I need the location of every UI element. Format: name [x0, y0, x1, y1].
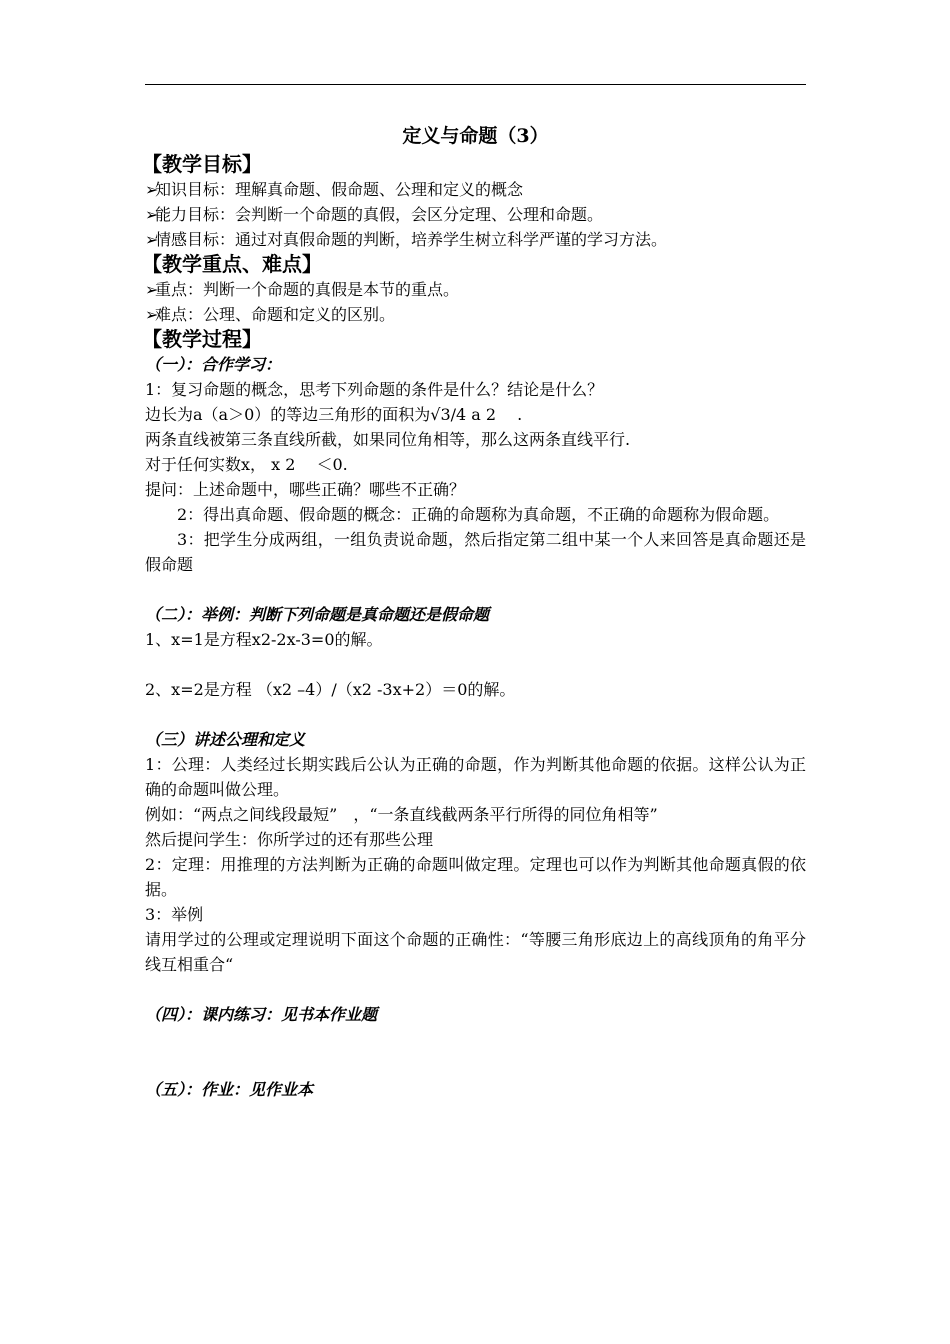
section-1-line: 提问：上述命题中，哪些正确？哪些不正确？	[145, 480, 466, 499]
section-4-title: （四）：课内练习：见书本作业题	[145, 1005, 378, 1024]
section-3-paragraph: 请用学过的公理或定理说明下面这个命题的正确性：“等腰三角形底边上的高线顶角的角平分线互相重合“	[145, 930, 806, 974]
focus-item-difficulty: ➢难点：公理、命题和定义的区别。	[145, 302, 806, 327]
bullet-arrow-icon: ➢	[145, 180, 159, 199]
section-5-title: （五）：作业：见作业本	[145, 1080, 314, 1099]
focus-heading: 【教学重点、难点】	[142, 252, 322, 276]
goal-item-emotion: ➢情感目标：通过对真假命题的判断，培养学生树立科学严谨的学习方法。	[145, 227, 806, 252]
spacer	[145, 577, 806, 602]
goal-item-ability: ➢能力目标：会判断一个命题的真假，会区分定理、公理和命题。	[145, 202, 806, 227]
section-3-line: 然后提问学生：你所学过的还有那些公理	[145, 830, 434, 849]
page-title: 定义与命题（3）	[402, 125, 549, 147]
header-rule	[145, 84, 806, 85]
process-heading: 【教学过程】	[142, 327, 262, 351]
spacer	[145, 977, 806, 1002]
goals-heading: 【教学目标】	[142, 152, 262, 176]
section-2-line: 1、x=1是方程x2-2x-3=0的解。	[145, 630, 383, 649]
section-1-line: 边长为a（a＞0）的等边三角形的面积为√3/4 a 2 .	[145, 405, 523, 424]
spacer	[145, 702, 806, 727]
goal-item-knowledge: ➢知识目标：理解真命题、假命题、公理和定义的概念	[145, 177, 806, 202]
bullet-arrow-icon: ➢	[145, 205, 159, 224]
spacer	[145, 652, 806, 677]
section-3-title: （三）讲述公理和定义	[145, 730, 306, 749]
document-body	[142, 120, 806, 1102]
section-3-paragraph: 1：公理：人类经过长期实践后公认为正确的命题，作为判断其他命题的依据。这样公认为正确的命题叫做公理。	[145, 755, 806, 799]
bullet-arrow-icon: ➢	[145, 280, 159, 299]
bullet-arrow-icon: ➢	[145, 305, 159, 324]
spacer	[145, 1027, 806, 1077]
bullet-arrow-icon: ➢	[145, 230, 159, 249]
section-1-paragraph: 3：把学生分成两组，一组负责说命题，然后指定第二组中某一个人来回答是真命题还是假命题	[145, 530, 806, 574]
section-3-line: 3：举例	[145, 905, 204, 924]
section-3-line: 例如：“两点之间线段最短” ，“一条直线截两条平行所得的同位角相等”	[145, 805, 658, 824]
section-1-paragraph: 2：得出真命题、假命题的概念：正确的命题称为真命题，不正确的命题称为假命题。	[177, 505, 780, 524]
section-1-line: 两条直线被第三条直线所截，如果同位角相等，那么这两条直线平行.	[145, 430, 631, 449]
focus-item-key: ➢重点：判断一个命题的真假是本节的重点。	[145, 277, 806, 302]
section-2-line: 2、x=2是方程 （x2 –4）/（x2 -3x+2）＝0的解。	[145, 680, 516, 699]
section-1-title: （一）：合作学习：	[145, 355, 282, 374]
section-1-line: 1：复习命题的概念，思考下列命题的条件是什么？结论是什么？	[145, 380, 604, 399]
section-2-title: （二）：举例：判断下列命题是真命题还是假命题	[145, 605, 490, 624]
section-1-line: 对于任何实数x， x 2 ＜0.	[145, 455, 348, 474]
section-3-paragraph: 2：定理：用推理的方法判断为正确的命题叫做定理。定理也可以作为判断其他命题真假的依据。	[145, 855, 806, 899]
